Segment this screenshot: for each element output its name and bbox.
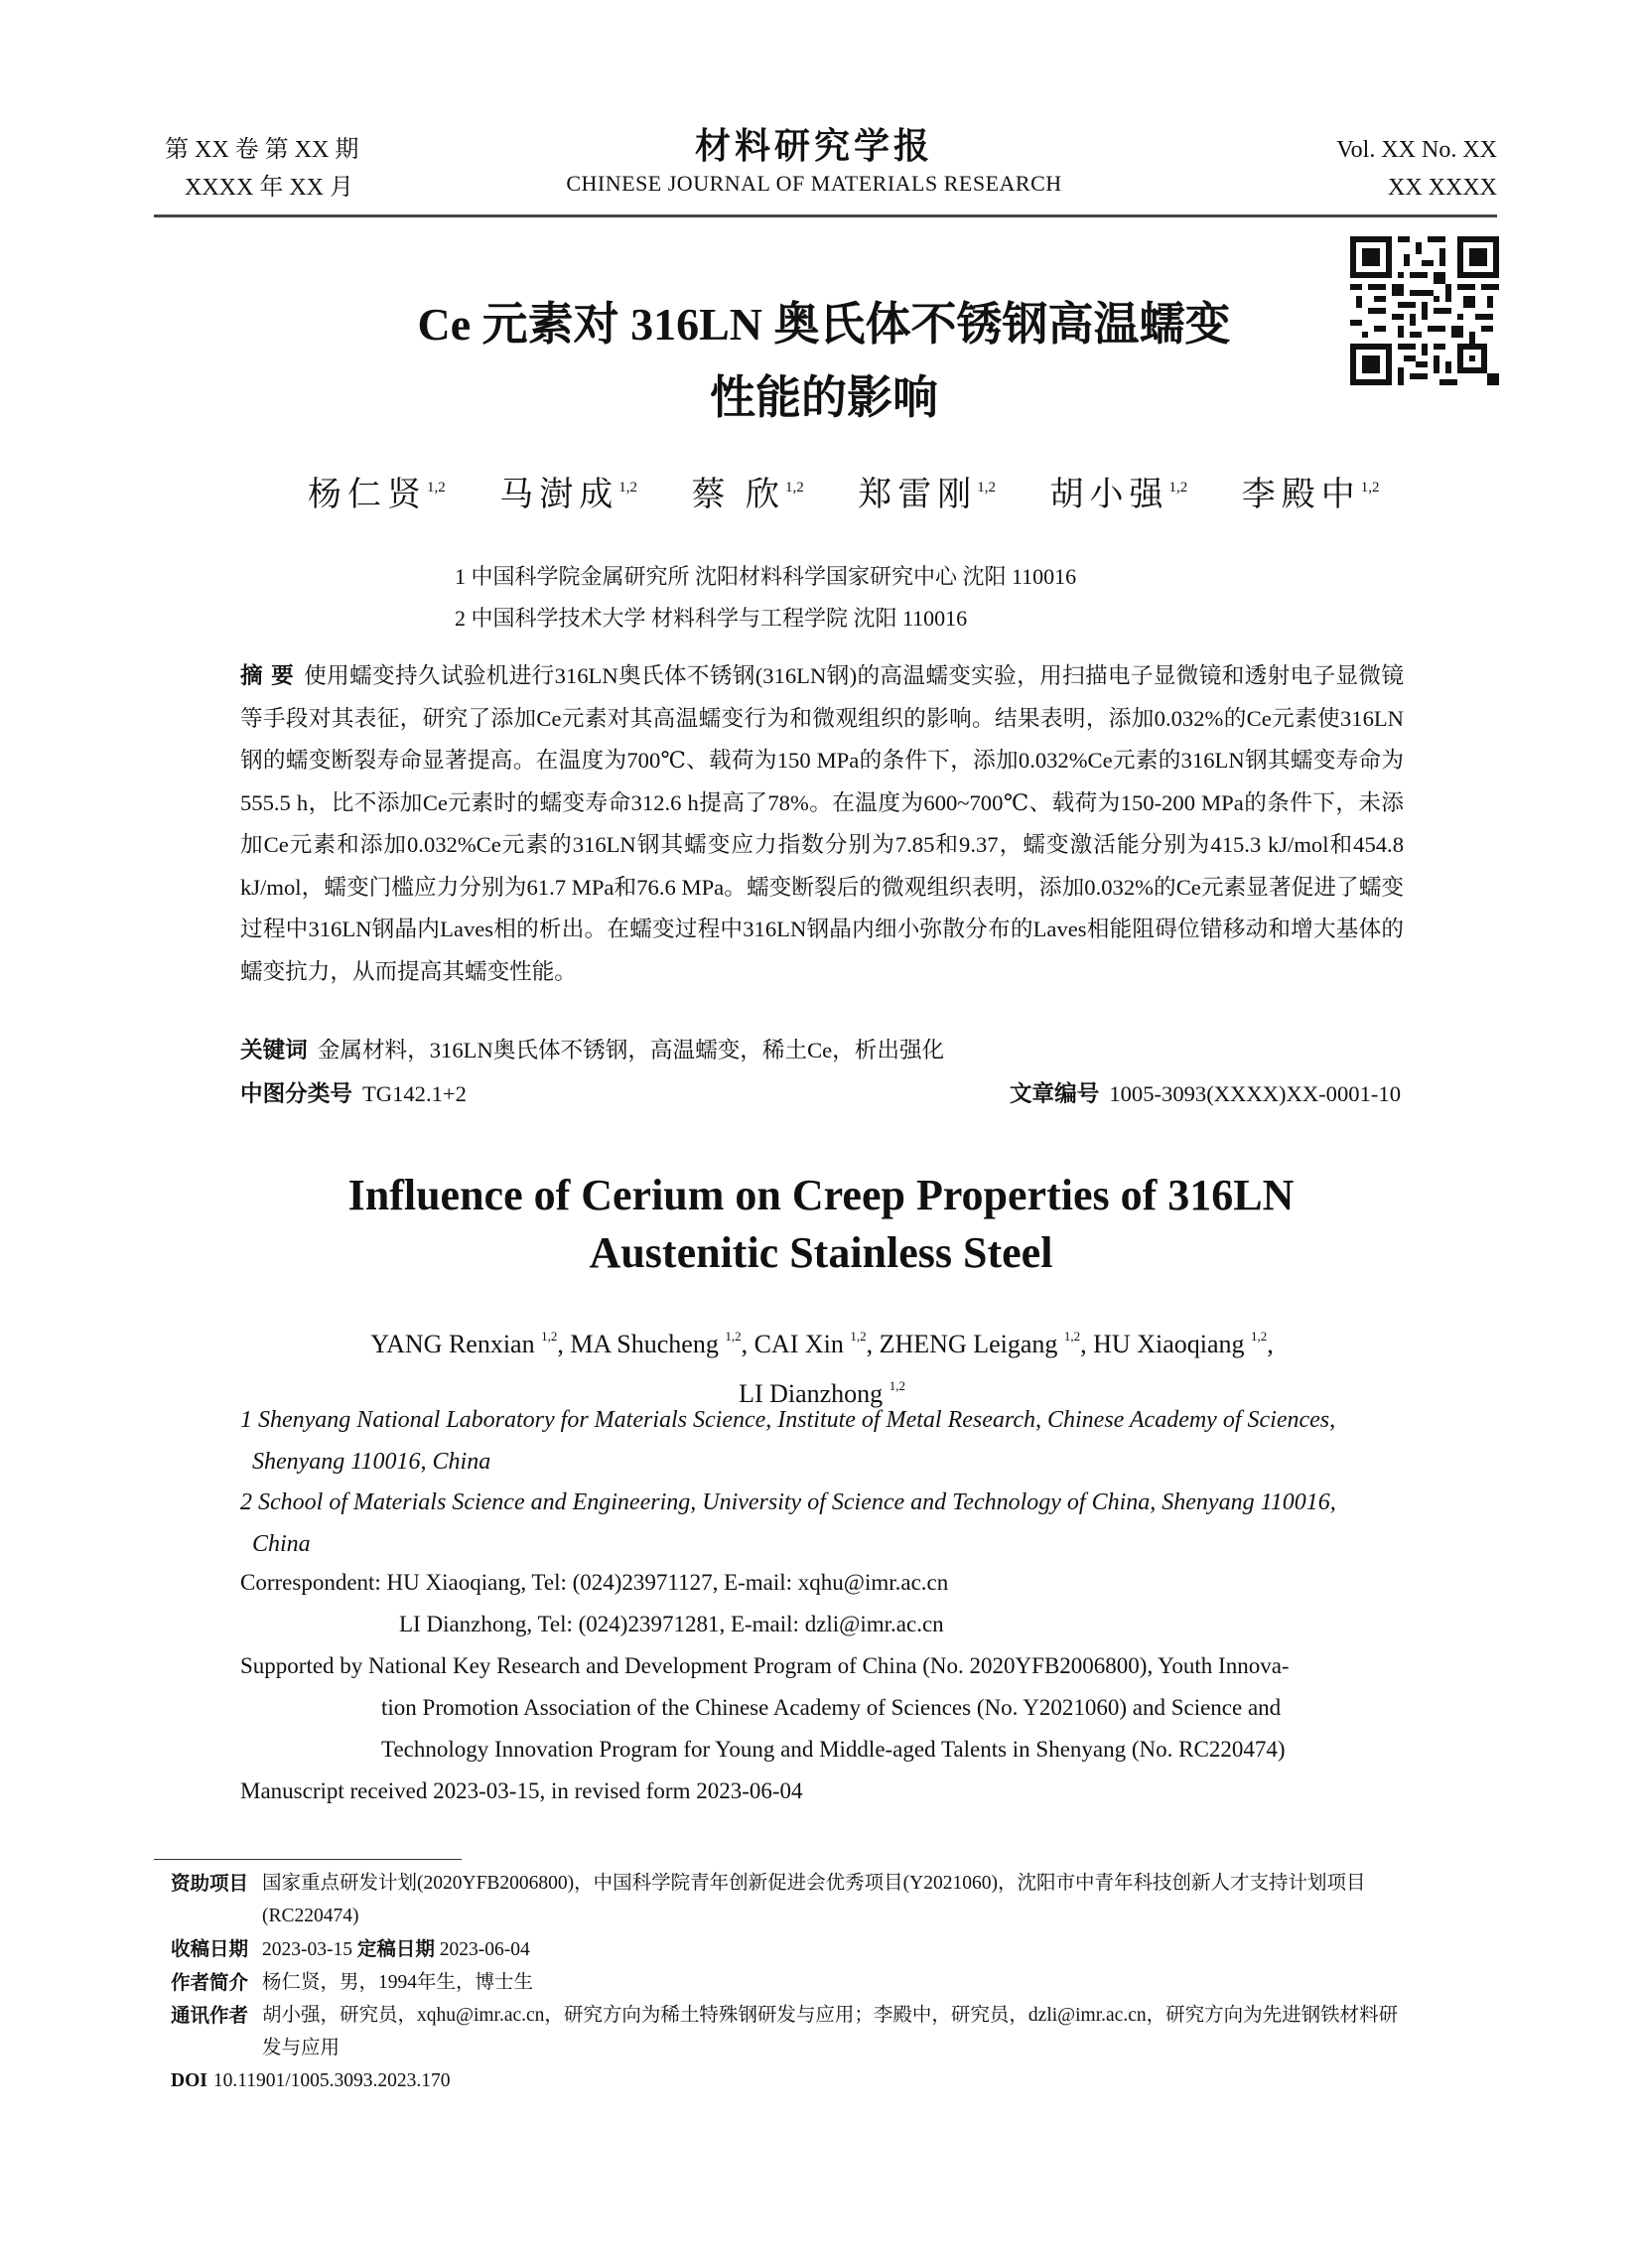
issue-info xyxy=(165,131,358,207)
footnote-dates: 收稿日期 2023-03-15 定稿日期 2023-06-04 xyxy=(171,1937,530,1960)
title-en-line1: Influence of Cerium on Creep Properties of 316LN xyxy=(347,1171,1295,1219)
author-cn: 马澍成$^{1,2}$ xyxy=(499,477,637,513)
journal-masthead xyxy=(536,127,1092,201)
correspondent-line2: LI Dianzhong, Tel: (024)23971281, E-mail: dzli@imr.ac.cn xyxy=(399,1612,944,1636)
keywords-text: 金属材料，316LN奥氏体不锈钢，高温蠕变，稀土Ce，析出强化 xyxy=(317,1038,945,1063)
author-cn: 郑雷刚$^{1,2}$ xyxy=(858,477,996,513)
footnote-rule xyxy=(154,1859,462,1860)
manuscript-dates-en: Manuscript received 2023-03-15, in revised form 2023-06-04 xyxy=(240,1778,803,1803)
article-number-value: 1005-3093(XXXX)XX-0001-10 xyxy=(1109,1081,1401,1106)
funding-en-line1: Supported by National Key Research and Development Program of China (No. 2020YFB2006800), Youth Innova- xyxy=(240,1653,1290,1678)
abstract-cn xyxy=(240,655,1404,993)
journal-title-cn: 材料研究学报 xyxy=(694,126,933,167)
keywords-cn xyxy=(240,1033,944,1068)
title-cn-line2: 性能的影响 xyxy=(710,372,938,423)
author-en: LI Dianzhong $^{1,2}$ xyxy=(739,1378,905,1408)
article-number xyxy=(1010,1076,1401,1112)
author-en: MA Shucheng $^{1,2}$ xyxy=(570,1329,742,1358)
affiliation-cn-2: 2 中国科学技术大学 材料科学与工程学院 沈阳 110016 xyxy=(455,606,968,631)
title-en xyxy=(268,1167,1374,1282)
affiliation-cn-1: 1 中国科学院金属研究所 沈阳材料科学国家研究中心 沈阳 110016 xyxy=(455,564,1077,589)
abstract-label: 摘 要 xyxy=(240,663,295,689)
author-cn: 胡小强$^{1,2}$ xyxy=(1049,477,1188,513)
authors-en-line1: YANG Renxian $^{1,2}$, MA Shucheng $^{1,2}$, CAI Xin $^{1,2}$, ZHENG Leigang $^{1,2}$, HU Xiaoqiang $^{1,2}$, xyxy=(370,1329,1274,1358)
issue-date-en: XX XXXX xyxy=(1388,175,1497,201)
author-cn: 李殿中$^{1,2}$ xyxy=(1241,477,1380,513)
affiliation-en-1: 1 Shenyang National Laboratory for Materials Science, Institute of Metal Research, Chinese Academy of Sciences, Shenyang 110016, China xyxy=(240,1407,1336,1475)
footnotes-cn xyxy=(171,1867,1412,2097)
doi xyxy=(171,2064,1412,2097)
doi-value[interactable]: 10.11901/1005.3093.2023.170 xyxy=(212,2070,451,2091)
volume-number-en: Vol. XX No. XX xyxy=(1336,137,1497,163)
header-rule xyxy=(154,214,1497,217)
journal-title-en: CHINESE JOURNAL OF MATERIALS RESEARCH xyxy=(566,171,1062,196)
author-en: YANG Renxian $^{1,2}$ xyxy=(370,1329,558,1358)
correspondent-en xyxy=(240,1562,948,1645)
funding-en-line3: Technology Innovation Program for Young and Middle-aged Talents in Shenyang (No. RC220474) xyxy=(381,1737,1286,1762)
funding-en xyxy=(240,1645,1404,1771)
volume-info-en xyxy=(1336,131,1497,207)
correspondent-line1: Correspondent: HU Xiaoqiang, Tel: (024)23971127, E-mail: xqhu@imr.ac.cn xyxy=(240,1570,949,1595)
article-number-label: 文章编号 xyxy=(1009,1081,1100,1107)
funding-en-line2: tion Promotion Association of the Chinese Academy of Sciences (No. Y2021060) and Science and xyxy=(381,1695,1282,1720)
author-cn: 蔡 欣$^{1,2}$ xyxy=(691,477,804,513)
clc-value: TG142.1+2 xyxy=(361,1081,467,1106)
author-en: HU Xiaoqiang $^{1,2}$ xyxy=(1093,1329,1268,1358)
author-cn: 杨仁贤$^{1,2}$ xyxy=(308,477,446,513)
abstract-text: 使用蠕变持久试验机进行316LN奥氏体不锈钢(316LN钢)的高温蠕变实验，用扫描电子显微镜和透射电子显微镜等手段对其表征，研究了添加Ce元素对其高温蠕变行为和微观组织的影响。结果表明，添加0.032%的Ce元素使316LN钢的蠕变断裂寿命显著提高。在温度为700℃、载荷为150 MPa的条件下，添加0.032%Ce元素的316LN钢其蠕变寿命为555.5 h，比不添加Ce元素时的蠕变寿命312.6 h提高了78%。在温度为600~700℃、载荷为150-200 MPa的条件下，未添加Ce元素和添加0.032%Ce元素的316LN钢其蠕变应力指数分别为7.85和9.37，蠕变激活能分别为415.3 kJ/mol和454.8 kJ/mol，蠕变门槛应力分别为61.7 MPa和76.6 MPa。蠕变断裂后的微观组织表明，添加0.032%的Ce元素显著促进了蠕变过程中316LN钢晶内Laves相的析出。在蠕变过程中316LN钢晶内细小弥散分布的Laves相能阻碍位错移动和增大基体的蠕变抗力，从而提高其蠕变性能。 xyxy=(240,663,1404,984)
footnote-author-bio: 作者简介 杨仁贤，男，1994年生，博士生 xyxy=(171,1971,534,1994)
clc-number xyxy=(240,1076,467,1112)
title-cn-line1: Ce 元素对 316LN 奥氏体不锈钢高温蠕变 xyxy=(417,299,1231,350)
clc-label: 中图分类号 xyxy=(240,1081,352,1107)
footnote-funding: 资助项目 国家重点研发计划(2020YFB2006800)，中国科学院青年创新促进会优秀项目(Y2021060)，沈阳市中青年科技创新人才支持计划项目(RC220474) xyxy=(171,1872,1366,1926)
affiliations-cn xyxy=(455,556,1076,639)
keywords-label: 关键词 xyxy=(240,1038,308,1063)
affiliation-en-2: 2 School of Materials Science and Engineering, University of Science and Technology of China, Shenyang 110016, China xyxy=(240,1489,1336,1557)
footnote-corresponding: 通讯作者 胡小强，研究员，xqhu@imr.ac.cn，研究方向为稀土特殊钢研发与应用；李殿中，研究员，dzli@imr.ac.cn，研究方向为先进钢铁材料研发与应用 xyxy=(171,2004,1399,2058)
qr-code-icon xyxy=(1350,236,1499,385)
title-en-line2: Austenitic Stainless Steel xyxy=(589,1228,1053,1277)
title-cn xyxy=(338,288,1310,435)
doi-label: DOI xyxy=(171,2070,207,2091)
author-en: ZHENG Leigang $^{1,2}$ xyxy=(879,1329,1081,1358)
author-en: CAI Xin $^{1,2}$ xyxy=(753,1329,867,1358)
volume-issue: 第 XX 卷 第 XX 期 xyxy=(165,137,359,163)
authors-cn xyxy=(288,467,1380,515)
issue-date: XXXX 年 XX 月 xyxy=(185,175,353,201)
